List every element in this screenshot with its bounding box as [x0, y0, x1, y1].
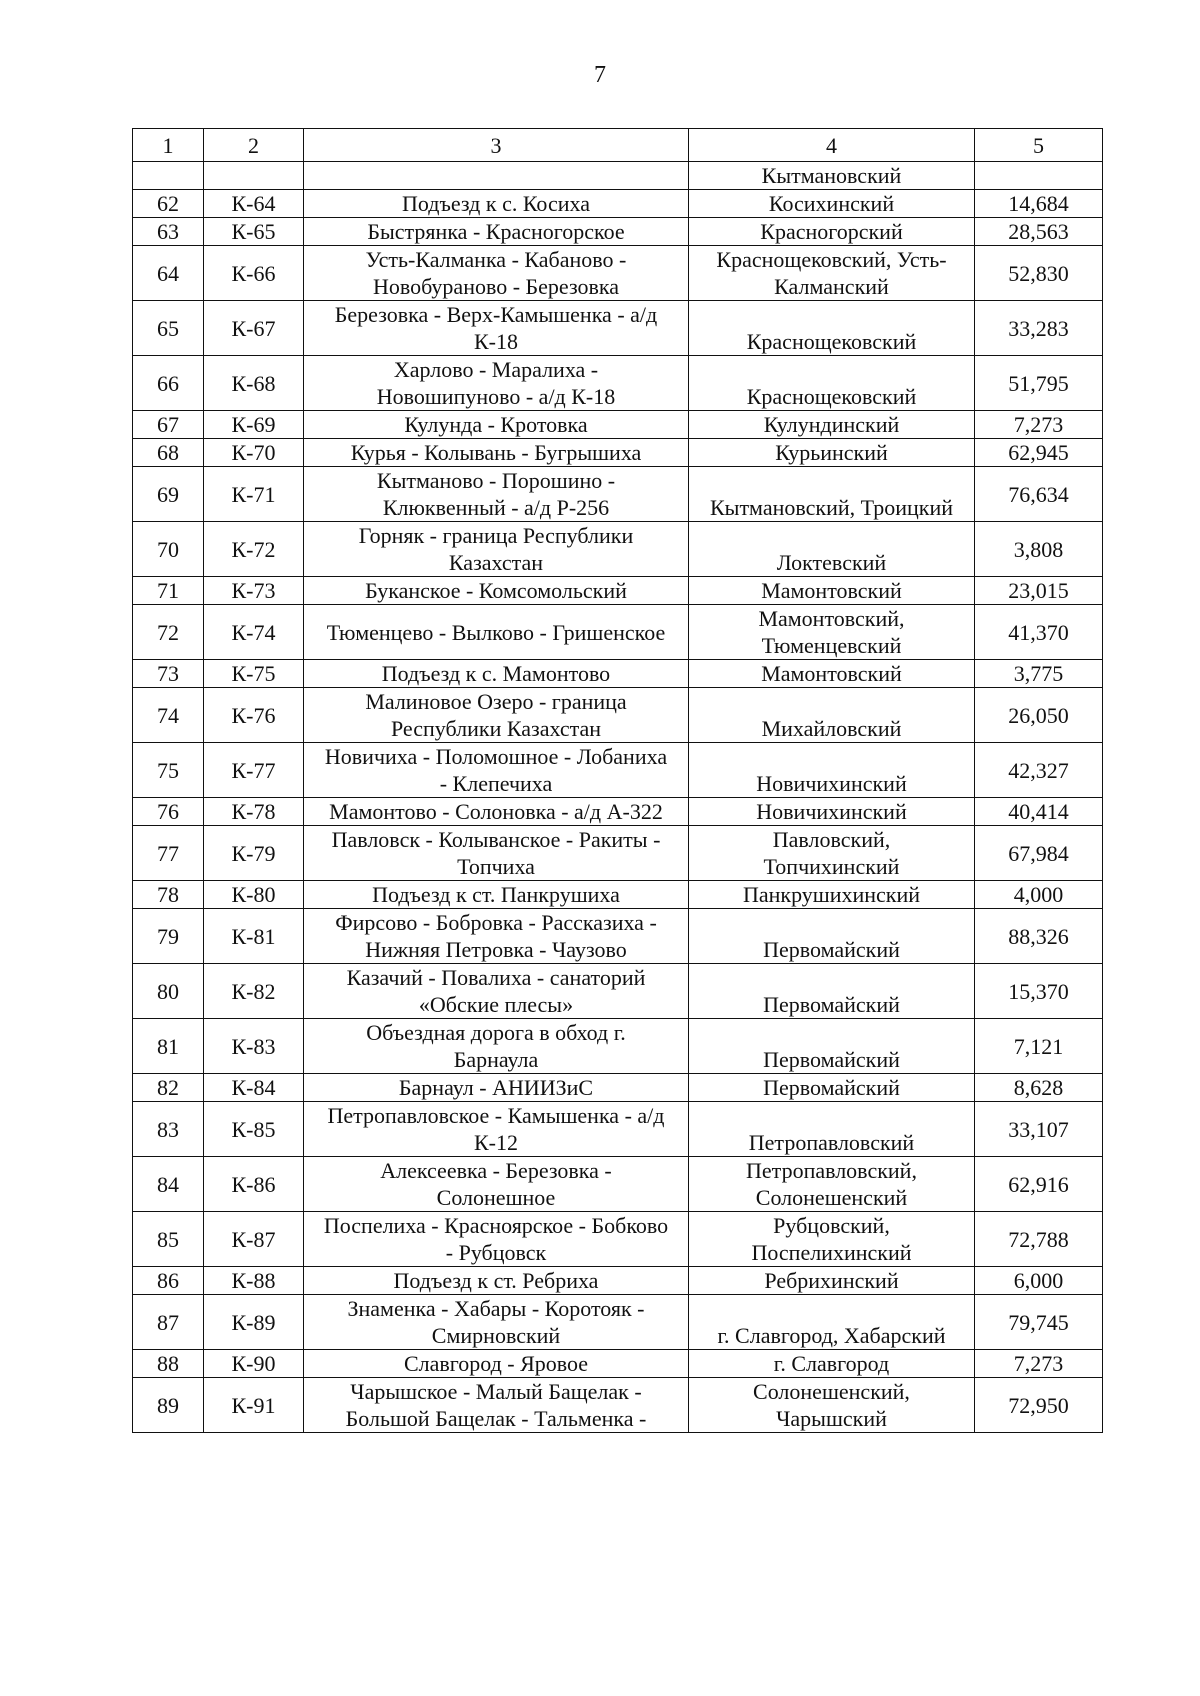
route-name-cell [304, 964, 689, 1019]
row-number-cell: 64 [133, 246, 204, 301]
table-row [133, 1267, 1103, 1295]
row-number-cell: 74 [133, 688, 204, 743]
column-header-2: 2 [204, 129, 304, 162]
district-cell [689, 1074, 975, 1102]
district-line: Первомайский [763, 1075, 900, 1100]
route-name-line: Топчиха [457, 854, 535, 879]
length-cell: 26,050 [975, 688, 1103, 743]
table-row [133, 1157, 1103, 1212]
table-row [133, 605, 1103, 660]
route-name-line: Мамонтово - Солоновка - а/д А-322 [329, 799, 663, 824]
district-cell [689, 798, 975, 826]
district-cell [689, 1378, 975, 1433]
table-row [133, 522, 1103, 577]
column-header-4: 4 [689, 129, 975, 162]
road-code-cell: К-76 [204, 688, 304, 743]
road-code-cell: К-81 [204, 909, 304, 964]
route-name-cell [304, 909, 689, 964]
district-cell [689, 909, 975, 964]
table-row [133, 411, 1103, 439]
table-row [133, 826, 1103, 881]
road-code-cell: К-73 [204, 577, 304, 605]
table-row [133, 162, 1103, 190]
road-code-cell: К-80 [204, 881, 304, 909]
district-line: Мамонтовский [761, 661, 902, 686]
route-name-line: Новобураново - Березовка [372, 274, 620, 299]
route-name-line: Подъезд к с. Мамонтово [381, 661, 611, 686]
row-number-cell: 78 [133, 881, 204, 909]
length-cell: 33,283 [975, 301, 1103, 356]
district-line: Краснощековский [746, 384, 917, 409]
route-name-cell [304, 190, 689, 218]
route-name-cell [304, 246, 689, 301]
length-cell: 28,563 [975, 218, 1103, 246]
district-cell [689, 1019, 975, 1074]
length-cell: 79,745 [975, 1295, 1103, 1350]
road-code-cell: К-86 [204, 1157, 304, 1212]
road-code-cell: К-65 [204, 218, 304, 246]
route-name-cell [304, 1074, 689, 1102]
table-row [133, 439, 1103, 467]
route-name-line: Усть-Калманка - Кабаново - [365, 247, 627, 272]
district-cell [689, 688, 975, 743]
length-cell: 6,000 [975, 1267, 1103, 1295]
district-line: Калманский [774, 274, 889, 299]
table-row [133, 1102, 1103, 1157]
column-header-3: 3 [304, 129, 689, 162]
table-row [133, 1212, 1103, 1267]
length-cell: 3,775 [975, 660, 1103, 688]
route-name-cell [304, 439, 689, 467]
route-name-line: Солонешное [436, 1185, 556, 1210]
route-name-line: Барнаул - АНИИЗиС [398, 1075, 594, 1100]
route-name-line: Курья - Колывань - Бугрышиха [350, 440, 642, 465]
row-number-cell: 72 [133, 605, 204, 660]
district-cell [689, 411, 975, 439]
district-cell [689, 246, 975, 301]
route-name-line: Быстрянка - Красногорское [367, 219, 625, 244]
roads-table [132, 128, 1103, 1433]
district-cell [689, 1267, 975, 1295]
district-cell [689, 190, 975, 218]
table-row [133, 909, 1103, 964]
route-name-line: Подъезд к с. Косиха [402, 191, 590, 216]
route-name-cell [304, 1019, 689, 1074]
route-name-cell [304, 605, 689, 660]
road-code-cell: К-74 [204, 605, 304, 660]
road-code-cell: К-82 [204, 964, 304, 1019]
table-row [133, 246, 1103, 301]
district-line: Петропавловский [748, 1130, 915, 1155]
route-name-cell [304, 1267, 689, 1295]
length-cell: 52,830 [975, 246, 1103, 301]
route-name-line: Чарышское - Малый Бащелак - [350, 1379, 642, 1404]
row-number-cell: 77 [133, 826, 204, 881]
route-name-line: Малиновое Озеро - граница [365, 689, 627, 714]
road-code-cell: К-69 [204, 411, 304, 439]
length-cell: 72,788 [975, 1212, 1103, 1267]
route-name-cell [304, 162, 689, 190]
length-cell: 7,273 [975, 1350, 1103, 1378]
district-line: Новичихинский [756, 799, 907, 824]
route-name-line: «Обские плесы» [418, 992, 574, 1017]
route-name-cell [304, 411, 689, 439]
row-number-cell: 88 [133, 1350, 204, 1378]
route-name-line: Подъезд к ст. Панкрушиха [372, 882, 620, 907]
district-line: Краснощековский [746, 329, 917, 354]
route-name-cell [304, 743, 689, 798]
road-code-cell: К-83 [204, 1019, 304, 1074]
route-name-line: Казачий - Повалиха - санаторий [346, 965, 646, 990]
row-number-cell: 81 [133, 1019, 204, 1074]
route-name-cell [304, 1378, 689, 1433]
length-cell: 14,684 [975, 190, 1103, 218]
length-cell: 41,370 [975, 605, 1103, 660]
district-cell [689, 605, 975, 660]
table-row [133, 660, 1103, 688]
row-number-cell: 76 [133, 798, 204, 826]
route-name-cell [304, 881, 689, 909]
road-code-cell: К-66 [204, 246, 304, 301]
district-cell [689, 577, 975, 605]
row-number-cell: 62 [133, 190, 204, 218]
row-number-cell: 83 [133, 1102, 204, 1157]
district-cell [689, 1350, 975, 1378]
district-line: Чарышский [776, 1406, 887, 1431]
table-row [133, 1378, 1103, 1433]
route-name-line: - Клепечиха [439, 771, 553, 796]
row-number-cell: 84 [133, 1157, 204, 1212]
district-cell [689, 1157, 975, 1212]
district-cell [689, 439, 975, 467]
table-row [133, 1019, 1103, 1074]
table-row [133, 218, 1103, 246]
length-cell [975, 162, 1103, 190]
length-cell: 88,326 [975, 909, 1103, 964]
route-name-cell [304, 688, 689, 743]
route-name-cell [304, 301, 689, 356]
length-cell: 40,414 [975, 798, 1103, 826]
road-code-cell: К-89 [204, 1295, 304, 1350]
route-name-line: Клюквенный - а/д Р-256 [382, 495, 610, 520]
district-cell [689, 301, 975, 356]
route-name-line: Барнаула [453, 1047, 539, 1072]
table-row [133, 1074, 1103, 1102]
route-name-line: Смирновский [431, 1323, 561, 1348]
district-line: Первомайский [763, 937, 900, 962]
district-cell [689, 467, 975, 522]
district-line: Павловский, [772, 827, 891, 852]
route-name-line: Подъезд к ст. Ребриха [393, 1268, 599, 1293]
table-row [133, 577, 1103, 605]
district-cell [689, 881, 975, 909]
length-cell: 76,634 [975, 467, 1103, 522]
table-row [133, 1350, 1103, 1378]
district-line: г. Славгород, Хабарский [717, 1323, 946, 1348]
route-name-line: Буканское - Комсомольский [365, 578, 627, 603]
length-cell: 51,795 [975, 356, 1103, 411]
header-row [133, 129, 1103, 162]
row-number-cell: 70 [133, 522, 204, 577]
route-name-line: Новошипуново - а/д К-18 [376, 384, 616, 409]
district-cell [689, 964, 975, 1019]
district-line: Кытмановский [761, 163, 902, 188]
route-name-line: Республики Казахстан [390, 716, 602, 741]
route-name-line: Березовка - Верх-Камышенка - а/д [334, 302, 658, 327]
road-code-cell: К-72 [204, 522, 304, 577]
length-cell: 8,628 [975, 1074, 1103, 1102]
route-name-line: Знаменка - Хабары - Коротояк - [347, 1296, 645, 1321]
district-line: Кулундинский [763, 412, 900, 437]
row-number-cell: 65 [133, 301, 204, 356]
table-body [133, 162, 1103, 1433]
road-code-cell: К-67 [204, 301, 304, 356]
district-cell [689, 218, 975, 246]
route-name-cell [304, 577, 689, 605]
route-name-line: К-18 [474, 329, 518, 354]
route-name-line: Объездная дорога в обход г. [366, 1020, 626, 1045]
district-line: Локтевский [776, 550, 887, 575]
row-number-cell: 63 [133, 218, 204, 246]
district-cell [689, 1102, 975, 1157]
table-row [133, 301, 1103, 356]
route-name-line: Кулунда - Кротовка [404, 412, 588, 437]
column-header-1: 1 [133, 129, 204, 162]
row-number-cell [133, 162, 204, 190]
road-code-cell: К-78 [204, 798, 304, 826]
table-row [133, 467, 1103, 522]
page-number: 7 [594, 62, 606, 88]
route-name-cell [304, 1102, 689, 1157]
row-number-cell: 85 [133, 1212, 204, 1267]
length-cell: 72,950 [975, 1378, 1103, 1433]
road-code-cell: К-70 [204, 439, 304, 467]
district-line: Панкрушихинский [742, 882, 921, 907]
route-name-cell [304, 522, 689, 577]
route-name-line: Павловск - Колыванское - Ракиты - [331, 827, 661, 852]
length-cell: 42,327 [975, 743, 1103, 798]
length-cell: 33,107 [975, 1102, 1103, 1157]
row-number-cell: 68 [133, 439, 204, 467]
row-number-cell: 86 [133, 1267, 204, 1295]
district-line: Михайловский [761, 716, 902, 741]
route-name-line: Поспелиха - Красноярское - Бобково [323, 1213, 669, 1238]
district-line: Мамонтовский [761, 578, 902, 603]
length-cell: 3,808 [975, 522, 1103, 577]
route-name-cell [304, 1212, 689, 1267]
road-code-cell: К-87 [204, 1212, 304, 1267]
table-row [133, 1295, 1103, 1350]
district-line: Кытмановский, Троицкий [709, 495, 954, 520]
district-line: Первомайский [763, 1047, 900, 1072]
route-name-cell [304, 798, 689, 826]
district-cell [689, 356, 975, 411]
route-name-line: - Рубцовск [445, 1240, 547, 1265]
table-row [133, 798, 1103, 826]
row-number-cell: 73 [133, 660, 204, 688]
district-line: Рубцовский, [773, 1213, 890, 1238]
table-row [133, 190, 1103, 218]
road-code-cell: К-68 [204, 356, 304, 411]
route-name-line: Нижняя Петровка - Чаузово [365, 937, 627, 962]
row-number-cell: 75 [133, 743, 204, 798]
route-name-cell [304, 218, 689, 246]
row-number-cell: 82 [133, 1074, 204, 1102]
district-line: г. Славгород [773, 1351, 890, 1376]
route-name-line: Фирсово - Бобровка - Рассказиха - [335, 910, 657, 935]
road-code-cell: К-71 [204, 467, 304, 522]
route-name-line: Кытманово - Порошино - [376, 468, 616, 493]
route-name-cell [304, 1350, 689, 1378]
district-cell [689, 1212, 975, 1267]
table-row [133, 356, 1103, 411]
district-cell [689, 1295, 975, 1350]
route-name-line: Большой Бащелак - Тальменка - [345, 1406, 647, 1431]
route-name-cell [304, 356, 689, 411]
row-number-cell: 66 [133, 356, 204, 411]
table-row [133, 743, 1103, 798]
district-line: Солонешенский, [753, 1379, 910, 1404]
row-number-cell: 69 [133, 467, 204, 522]
road-code-cell: К-91 [204, 1378, 304, 1433]
road-code-cell: К-64 [204, 190, 304, 218]
length-cell: 23,015 [975, 577, 1103, 605]
route-name-line: Алексеевка - Березовка - [380, 1158, 612, 1183]
district-line: Первомайский [763, 992, 900, 1017]
road-code-cell: К-84 [204, 1074, 304, 1102]
length-cell: 62,916 [975, 1157, 1103, 1212]
road-code-cell: К-88 [204, 1267, 304, 1295]
route-name-cell [304, 1295, 689, 1350]
road-code-cell: К-79 [204, 826, 304, 881]
route-name-line: Тюменцево - Вылково - Гришенское [326, 619, 666, 645]
length-cell: 67,984 [975, 826, 1103, 881]
route-name-line: Новичиха - Поломошное - Лобаниха [324, 744, 668, 769]
row-number-cell: 87 [133, 1295, 204, 1350]
length-cell: 15,370 [975, 964, 1103, 1019]
district-cell [689, 743, 975, 798]
district-cell [689, 826, 975, 881]
road-code-cell [204, 162, 304, 190]
district-cell [689, 660, 975, 688]
route-name-line: Казахстан [448, 550, 544, 575]
district-line: Краснощековский, Усть- [716, 247, 947, 272]
row-number-cell: 79 [133, 909, 204, 964]
district-line: Топчихинский [763, 854, 900, 879]
road-code-cell: К-90 [204, 1350, 304, 1378]
length-cell: 7,273 [975, 411, 1103, 439]
route-name-line: Харлово - Маралиха - [393, 357, 599, 382]
length-cell: 4,000 [975, 881, 1103, 909]
district-line: Красногорский [760, 219, 903, 244]
road-code-cell: К-75 [204, 660, 304, 688]
district-cell [689, 162, 975, 190]
length-cell: 7,121 [975, 1019, 1103, 1074]
district-line: Поспелихинский [751, 1240, 912, 1265]
route-name-cell [304, 660, 689, 688]
route-name-cell [304, 467, 689, 522]
district-line: Новичихинский [756, 771, 907, 796]
district-line: Мамонтовский, [758, 606, 905, 631]
district-line: Солонешенский [755, 1185, 908, 1210]
district-line: Ребрихинский [764, 1268, 899, 1293]
district-line: Курьинский [775, 440, 888, 465]
district-line: Тюменцевский [761, 633, 902, 658]
row-number-cell: 80 [133, 964, 204, 1019]
route-name-line: К-12 [474, 1130, 518, 1155]
length-cell: 62,945 [975, 439, 1103, 467]
table-row [133, 881, 1103, 909]
table-row [133, 964, 1103, 1019]
district-line: Петропавловский, [746, 1158, 917, 1183]
route-name-line: Славгород - Яровое [403, 1351, 589, 1376]
table-row [133, 688, 1103, 743]
row-number-cell: 89 [133, 1378, 204, 1433]
road-code-cell: К-77 [204, 743, 304, 798]
column-header-5: 5 [975, 129, 1103, 162]
route-name-cell [304, 826, 689, 881]
route-name-cell [304, 1157, 689, 1212]
row-number-cell: 71 [133, 577, 204, 605]
row-number-cell: 67 [133, 411, 204, 439]
district-line: Косихинский [768, 191, 895, 216]
road-code-cell: К-85 [204, 1102, 304, 1157]
district-cell [689, 522, 975, 577]
route-name-line: Петропавловское - Камышенка - а/д [327, 1103, 665, 1128]
route-name-line: Горняк - граница Республики [358, 523, 634, 548]
